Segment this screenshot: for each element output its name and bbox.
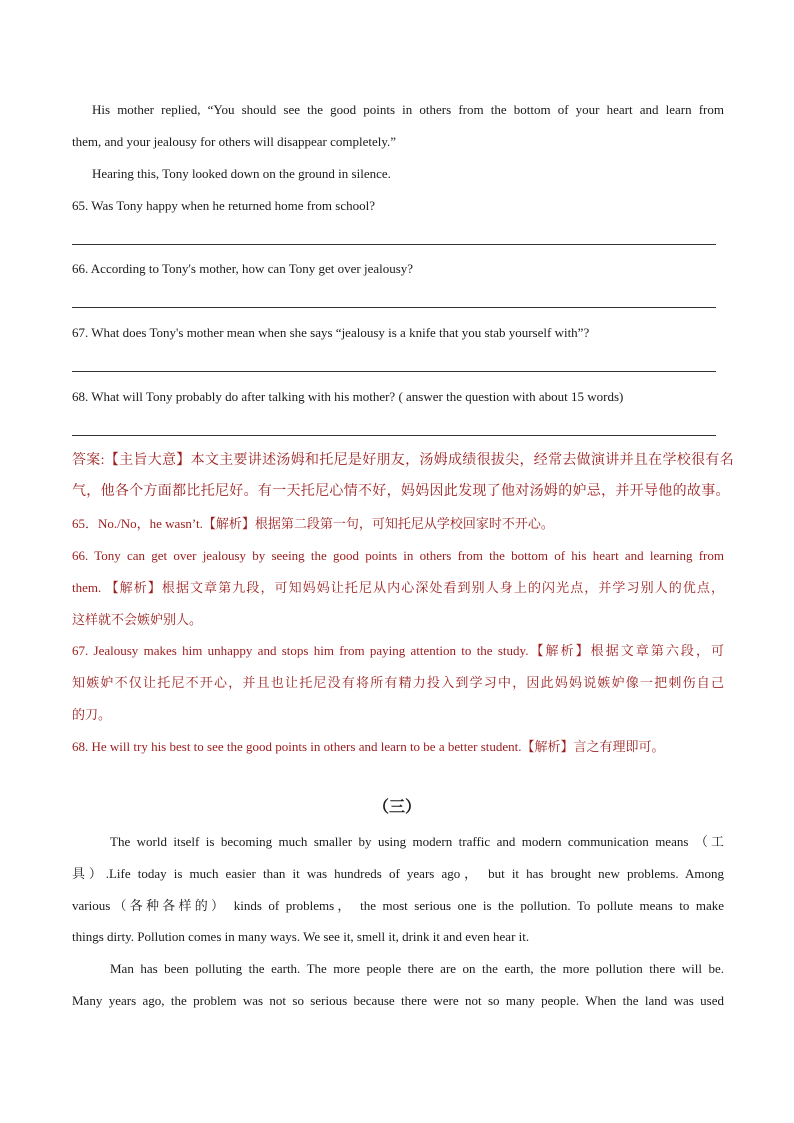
passage-paragraph-line: His mother replied, “You should see the good points in others from the bottom of your heart and learn from — [92, 102, 724, 117]
answer-66-line: 这样就不会嫉妒别人。 — [72, 612, 203, 627]
answer-65: 65．No./No，he wasn’t.【解析】根据第二段第一句，可知托尼从学校回家时不开心。 — [72, 516, 554, 531]
answer-line-66[interactable] — [72, 307, 716, 308]
passage3-line: 具）.Life today is much easier than it was hundreds of years ago， but it has brought new problems. Among — [72, 866, 724, 881]
passage3-line: Man has been polluting the earth. The more people there are on the earth, the more pollution there will be. — [110, 961, 724, 976]
answer-68: 68. He will try his best to see the good points in others and learn to be a better student.【解析】言之有理即可。 — [72, 739, 665, 754]
passage3-line: Many years ago, the problem was not so serious because there were not so many people. When the land was used — [72, 993, 724, 1008]
answer-66-line: them. 【解析】根据文章第九段，可知妈妈让托尼从内心深处看到别人身上的闪光点，并学习别人的优点， — [72, 580, 724, 595]
answer-66-line: 66. Tony can get over jealousy by seeing the good points in others from the bottom of his heart and learning from — [72, 548, 724, 563]
answer-summary-line: 气，他各个方面都比托尼好。有一天托尼心情不好，妈妈因此发现了他对汤姆的妒忌，并开导他的故事。 — [72, 484, 730, 499]
passage3-line: various（各种各样的） kinds of problems， the most serious one is the pollution. To pollute means to make — [72, 898, 724, 913]
passage3-line: things dirty. Pollution comes in many ways. We see it, smell it, drink it and even hear it. — [72, 929, 530, 944]
question-67: 67. What does Tony's mother mean when she says “jealousy is a knife that you stab yourself with”? — [72, 325, 590, 340]
question-66: 66. According to Tony's mother, how can Tony get over jealousy? — [72, 261, 414, 276]
answer-67-line: 知嫉妒不仅让托尼不开心，并且也让托尼没有将所有精力投入到学习中，因此妈妈说嫉妒像一把刺伤自己 — [72, 675, 724, 690]
passage-paragraph-line: Hearing this, Tony looked down on the ground in silence. — [92, 166, 391, 181]
answer-line-67[interactable] — [72, 371, 716, 372]
question-65: 65. Was Tony happy when he returned home from school? — [72, 198, 375, 213]
passage-paragraph-line: them, and your jealousy for others will disappear completely.” — [72, 134, 397, 149]
answer-line-65[interactable] — [72, 244, 716, 245]
passage3-line: The world itself is becoming much smaller by using modern traffic and modern communication means （工 — [110, 834, 724, 849]
section-heading: （三） — [372, 797, 421, 816]
answer-67-line: 的刀。 — [72, 707, 112, 722]
answer-summary-line: 答案:【主旨大意】本文主要讲述汤姆和托尼是好朋友，汤姆成绩很拔尖，经常去做演讲并且在学校很有名 — [72, 453, 734, 468]
answer-line-68[interactable] — [72, 435, 716, 436]
answer-67-line: 67. Jealousy makes him unhappy and stops him from paying attention to the study.【解析】根据文章第六段，可 — [72, 643, 724, 658]
question-68: 68. What will Tony probably do after talking with his mother? ( answer the question with about 15 words) — [72, 389, 624, 404]
